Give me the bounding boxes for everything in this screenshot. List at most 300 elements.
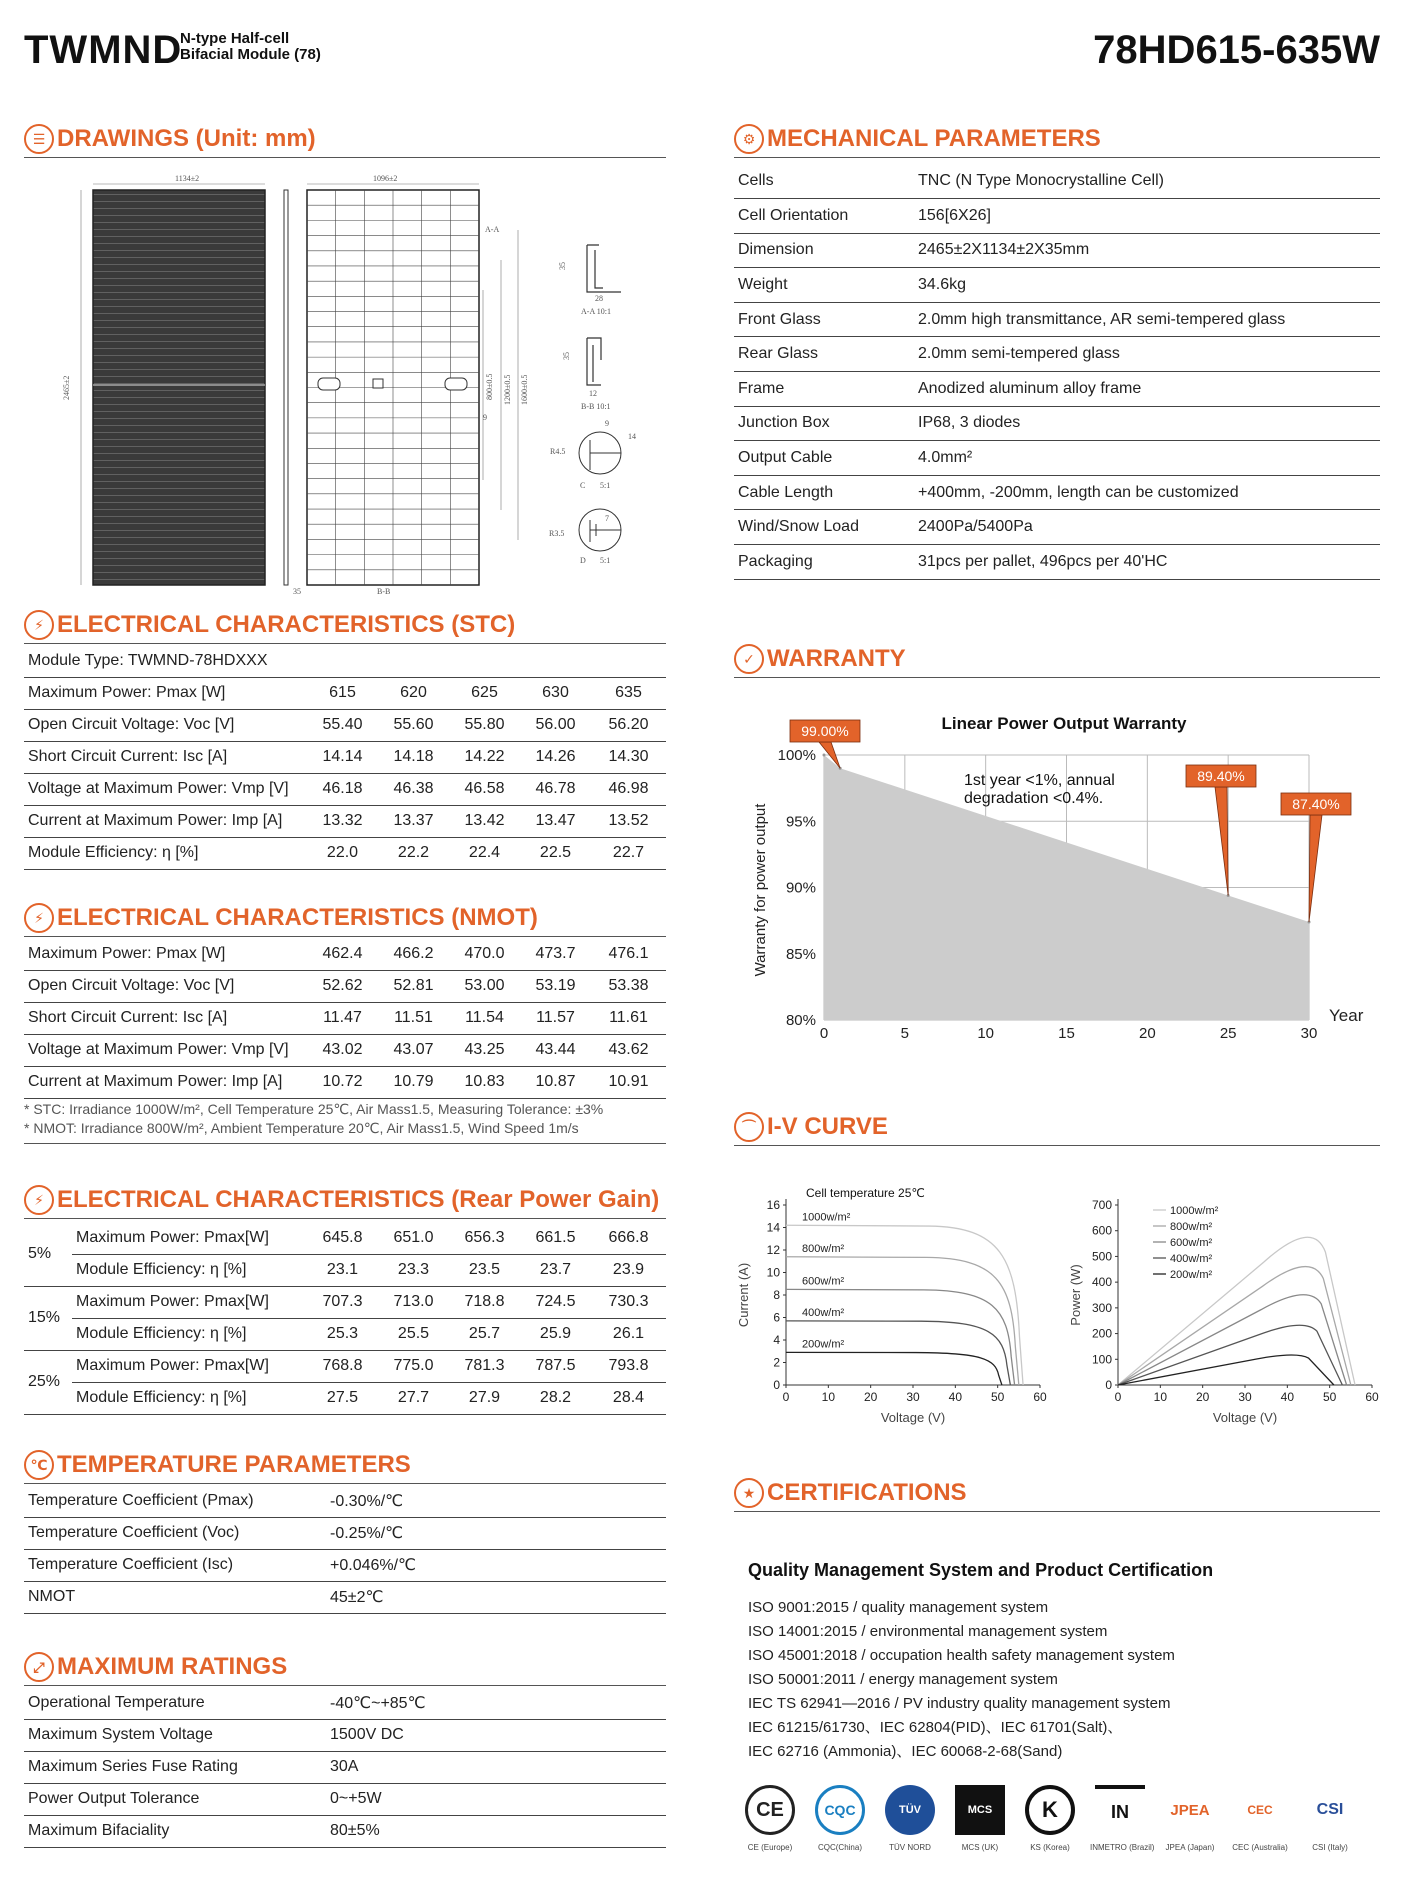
y-tick-label: 100%	[777, 747, 816, 764]
cert-logo-caption: INMETRO (Brazil)	[1090, 1843, 1155, 1852]
cert-logo-caption: KS (Korea)	[1030, 1843, 1070, 1852]
certification-item: ISO 45001:2018 / occupation health safety management system	[748, 1647, 1175, 1664]
brand-subtitle	[180, 31, 321, 63]
mechanical-row	[734, 406, 1380, 441]
d-radius: R3.5	[549, 529, 565, 538]
x-tick-label: 15	[1058, 1025, 1075, 1042]
max-rating-row	[24, 1815, 666, 1847]
c-radius: R4.5	[550, 447, 566, 456]
param-value: 23.3	[378, 1254, 449, 1286]
y-axis-label: Current (A)	[736, 1262, 751, 1328]
param-label: Module Efficiency: η [%]	[72, 1318, 307, 1350]
y-tick-label: 10	[766, 1265, 780, 1280]
x-axis-label: Voltage (V)	[1212, 1410, 1278, 1425]
param-value: 14.30	[591, 741, 666, 773]
param-value: 781.3	[449, 1350, 520, 1382]
param-value: 11.47	[307, 1002, 378, 1034]
mechanical-title	[734, 124, 1101, 154]
d-scale: 5:1	[600, 556, 611, 565]
param-value: 22.7	[591, 837, 666, 869]
y-tick-label: 12	[766, 1243, 780, 1257]
nmot-table	[24, 938, 666, 1099]
param-value: 13.42	[449, 805, 520, 837]
bb-caption: B-B 10:1	[581, 402, 611, 411]
mechanical-row-value: 2.0mm high transmittance, AR semi-tempered glass	[914, 302, 1380, 337]
param-value: 43.02	[307, 1034, 378, 1066]
mechanical-row-label: Cell Orientation	[734, 199, 914, 234]
param-value: 11.61	[591, 1002, 666, 1034]
section-bb-detail	[587, 338, 601, 385]
param-value: 27.7	[378, 1382, 449, 1414]
param-value: 22.5	[520, 837, 591, 869]
gain-label: 5%	[24, 1222, 72, 1286]
thermometer-icon: ℃	[24, 1450, 54, 1480]
side-dim: 35	[293, 587, 301, 596]
x-tick-label: 50	[990, 1390, 1005, 1404]
y-tick-label: 80%	[785, 1012, 816, 1029]
param-value: 13.32	[307, 805, 378, 837]
param-label: Module Efficiency: η [%]	[72, 1382, 307, 1414]
model-number: 78HD615-635W	[1093, 28, 1380, 72]
stc-title	[24, 610, 515, 640]
mechanical-title-text: MECHANICAL PARAMETERS	[767, 125, 1101, 152]
award-icon: ★	[734, 1478, 764, 1508]
legend-label: 400w/m²	[1170, 1253, 1213, 1265]
param-label: Maximum Power: Pmax [W]	[24, 938, 307, 970]
table-row	[24, 1382, 666, 1414]
cert-logo-caption: CQC(China)	[817, 1843, 862, 1852]
param-value: 651.0	[378, 1222, 449, 1254]
iv-series-label: 600w/m²	[802, 1275, 845, 1288]
max-rating-row-label: Maximum Series Fuse Rating	[24, 1751, 326, 1783]
param-value: 793.8	[591, 1350, 666, 1382]
warranty-chart	[734, 705, 1380, 1050]
param-label: Maximum Power: Pmax[W]	[72, 1286, 307, 1318]
certification-item: IEC 62716 (Ammonia)、IEC 60068-2-68(Sand)	[748, 1743, 1063, 1760]
cert-logo	[1020, 1785, 1080, 1852]
param-value: 25.5	[378, 1318, 449, 1350]
section-aa-detail	[587, 245, 621, 292]
max-ratings-rule	[24, 1685, 666, 1686]
mechanical-row-value: +400mm, -200mm, length can be customized	[914, 475, 1380, 510]
mechanical-row-label: Dimension	[734, 233, 914, 268]
c-dim-14: 14	[628, 432, 636, 441]
mechanical-row-label: Front Glass	[734, 302, 914, 337]
warranty-rule	[734, 677, 1380, 678]
mechanical-row-value: 2.0mm semi-tempered glass	[914, 337, 1380, 372]
c-dim-9: 9	[605, 419, 609, 428]
param-label: Maximum Power: Pmax[W]	[72, 1222, 307, 1254]
certification-item: ISO 9001:2015 / quality management system	[748, 1599, 1049, 1616]
param-value: 13.37	[378, 805, 449, 837]
aa-height: 35	[558, 262, 567, 270]
page-header	[24, 22, 1380, 72]
x-tick-label: 60	[1033, 1390, 1047, 1404]
cert-logo-mark: CEC	[1247, 1803, 1273, 1817]
mechanical-row-value: TNC (N Type Monocrystalline Cell)	[914, 164, 1380, 199]
y-tick-label: 700	[1091, 1198, 1112, 1212]
max-rating-row-label: Maximum Bifaciality	[24, 1815, 326, 1847]
cert-logo-mark: CE	[745, 1785, 795, 1835]
table-row	[24, 1286, 666, 1318]
x-tick-label: 30	[1238, 1390, 1252, 1404]
mechanical-row	[734, 510, 1380, 545]
stc-note: * STC: Irradiance 1000W/m², Cell Temperature 25℃, Air Mass1.5, Measuring Tolerance: ±3%	[24, 1101, 604, 1117]
aa-caption: A-A 10:1	[581, 307, 611, 316]
param-value: 23.5	[449, 1254, 520, 1286]
brand-name: TWMND	[24, 28, 183, 72]
cert-logo-mark: IN	[1095, 1785, 1145, 1835]
param-value: 10.83	[449, 1066, 520, 1098]
c-scale: 5:1	[600, 481, 611, 490]
aa-width: 28	[595, 294, 603, 303]
dim-1600: 1600±0.5	[520, 374, 529, 405]
max-rating-row-value: 0~+5W	[326, 1783, 666, 1815]
mechanical-row-label: Packaging	[734, 545, 914, 580]
rear-title	[24, 1185, 659, 1215]
x-tick-label: 20	[1138, 1025, 1156, 1042]
legend-label: 200w/m²	[1170, 1269, 1213, 1281]
cert-logo	[1300, 1785, 1360, 1852]
temperature-row	[24, 1517, 666, 1549]
mechanical-row	[734, 545, 1380, 580]
section-aa-label: A-A	[485, 225, 500, 234]
detail-c	[579, 432, 621, 474]
param-value: 46.98	[591, 773, 666, 805]
subtitle-line1: N-type Half-cell	[180, 30, 290, 47]
temperature-row-value: 45±2℃	[326, 1581, 666, 1613]
pv-chart	[1066, 1185, 1396, 1435]
param-value: 730.3	[591, 1286, 666, 1318]
drawings-title-text: DRAWINGS (Unit: mm)	[57, 125, 316, 152]
y-tick-label: 90%	[785, 879, 816, 897]
nmot-title	[24, 903, 538, 933]
d-label: D	[580, 556, 586, 565]
param-value: 53.19	[520, 970, 591, 1002]
cert-logo-caption: JPEA (Japan)	[1165, 1843, 1215, 1852]
param-value: 56.00	[520, 709, 591, 741]
param-value: 52.81	[378, 970, 449, 1002]
param-value: 14.26	[520, 741, 591, 773]
temperature-rule	[24, 1483, 666, 1484]
nmot-rule	[24, 936, 666, 937]
max-ratings-title	[24, 1652, 287, 1682]
nmot-note: * NMOT: Irradiance 800W/m², Ambient Temperature 20℃, Air Mass1.5, Wind Speed 1m/s	[24, 1120, 579, 1136]
callout-label: 87.40%	[1292, 796, 1340, 812]
legend-label: 800w/m²	[1170, 1221, 1213, 1233]
max-ratings-table	[24, 1687, 666, 1848]
certification-item: IEC TS 62941—2016 / PV industry quality management system	[748, 1695, 1171, 1712]
detail-d	[579, 509, 621, 551]
mechanical-row-value: 31pcs per pallet, 496pcs per 40'HC	[914, 545, 1380, 580]
certification-logos	[740, 1785, 1380, 1865]
temperature-row-label: Temperature Coefficient (Voc)	[24, 1517, 326, 1549]
param-label: Open Circuit Voltage: Voc [V]	[24, 970, 307, 1002]
param-value: 645.8	[307, 1222, 378, 1254]
module-type-row	[24, 645, 666, 677]
param-value: 466.2	[378, 938, 449, 970]
gain-label: 25%	[24, 1350, 72, 1414]
iv-rule	[734, 1145, 1380, 1146]
y-tick-label: 8	[773, 1288, 780, 1302]
y-tick-label: 95%	[785, 813, 816, 831]
x-axis-label: Year	[1329, 1006, 1364, 1025]
x-tick-label: 10	[977, 1025, 995, 1042]
max-rating-row-value: -40℃~+85℃	[326, 1687, 666, 1719]
rear-table	[24, 1222, 666, 1415]
drawings-rule	[24, 157, 666, 158]
max-rating-row-label: Operational Temperature	[24, 1687, 326, 1719]
table-row	[24, 677, 666, 709]
y-tick-label: 85%	[785, 945, 816, 963]
param-value: 26.1	[591, 1318, 666, 1350]
certification-item: IEC 61215/61730、IEC 62804(PID)、IEC 61701(Salt)、	[748, 1719, 1123, 1736]
y-tick-label: 300	[1091, 1300, 1112, 1315]
param-value: 11.54	[449, 1002, 520, 1034]
param-value: 724.5	[520, 1286, 591, 1318]
x-axis-label: Voltage (V)	[880, 1410, 946, 1425]
y-tick-label: 16	[766, 1198, 780, 1212]
bb-height: 35	[562, 352, 571, 360]
y-tick-label: 6	[773, 1310, 780, 1325]
param-value: 11.51	[378, 1002, 449, 1034]
param-value: 768.8	[307, 1350, 378, 1382]
max-rating-row-value: 1500V DC	[326, 1719, 666, 1751]
cert-logo	[810, 1785, 870, 1852]
param-value: 10.87	[520, 1066, 591, 1098]
table-row	[24, 970, 666, 1002]
stc-title-text: ELECTRICAL CHARACTERISTICS (STC)	[57, 611, 516, 638]
dim-9: 9	[483, 413, 487, 422]
c-label: C	[580, 481, 586, 490]
y-tick-label: 500	[1091, 1249, 1112, 1264]
length-dim: 2465±2	[62, 375, 71, 400]
mechanical-row	[734, 233, 1380, 268]
table-row	[24, 1254, 666, 1286]
table-row	[24, 1222, 666, 1254]
max-rating-row-label: Maximum System Voltage	[24, 1719, 326, 1751]
curve-icon: ⌒	[734, 1112, 764, 1142]
max-rating-row	[24, 1783, 666, 1815]
cert-logo-mark: K	[1025, 1785, 1075, 1835]
param-value: 615	[307, 677, 378, 709]
settings-icon: ⚙	[734, 124, 764, 154]
mechanical-row	[734, 475, 1380, 510]
iv-curve-line	[786, 1289, 1015, 1385]
mechanical-row	[734, 268, 1380, 303]
y-tick-label: 14	[766, 1220, 780, 1235]
temperature-row-label: Temperature Coefficient (Isc)	[24, 1549, 326, 1581]
mechanical-row	[734, 337, 1380, 372]
param-value: 25.3	[307, 1318, 378, 1350]
param-value: 787.5	[520, 1350, 591, 1382]
temperature-row	[24, 1581, 666, 1613]
y-tick-label: 4	[773, 1333, 780, 1347]
module-drawing	[55, 170, 665, 600]
mechanical-row-label: Junction Box	[734, 406, 914, 441]
max-rating-row	[24, 1687, 666, 1719]
param-value: 10.91	[591, 1066, 666, 1098]
mechanical-row-value: Anodized aluminum alloy frame	[914, 372, 1380, 407]
param-value: 22.0	[307, 837, 378, 869]
x-tick-label: 20	[1195, 1390, 1210, 1404]
param-value: 625	[449, 677, 520, 709]
temperature-row-label: NMOT	[24, 1581, 326, 1613]
param-label: Maximum Power: Pmax[W]	[72, 1350, 307, 1382]
table-row	[24, 1350, 666, 1382]
nmot-title-text: ELECTRICAL CHARACTERISTICS (NMOT)	[57, 904, 538, 931]
param-value: 53.00	[449, 970, 520, 1002]
param-value: 470.0	[449, 938, 520, 970]
iv-chart	[734, 1185, 1054, 1435]
param-value: 27.9	[449, 1382, 520, 1414]
param-label: Open Circuit Voltage: Voc [V]	[24, 709, 307, 741]
max-ratings-title-text: MAXIMUM RATINGS	[57, 1653, 288, 1680]
iv-series-label: 1000w/m²	[802, 1211, 851, 1224]
stc-rule	[24, 643, 666, 644]
mechanical-row	[734, 164, 1380, 199]
cert-logo	[950, 1785, 1010, 1852]
certification-item: ISO 50001:2011 / energy management system	[748, 1671, 1058, 1688]
legend-label: 600w/m²	[1170, 1237, 1213, 1249]
iv-title-text: I-V CURVE	[767, 1113, 888, 1140]
temperature-row	[24, 1549, 666, 1581]
param-value: 27.5	[307, 1382, 378, 1414]
cert-logo-mark: JPEA	[1170, 1801, 1210, 1819]
iv-chart-title: Cell temperature 25℃	[806, 1186, 925, 1200]
certifications-rule	[734, 1511, 1380, 1512]
temperature-row-value: -0.25%/℃	[326, 1517, 666, 1549]
warranty-note	[964, 772, 1115, 807]
mechanical-row-label: Rear Glass	[734, 337, 914, 372]
param-value: 13.47	[520, 805, 591, 837]
x-tick-label: 5	[900, 1025, 910, 1042]
cert-logo-caption: CSI (Italy)	[1312, 1843, 1348, 1852]
param-value: 46.58	[449, 773, 520, 805]
param-value: 473.7	[520, 938, 591, 970]
param-value: 775.0	[378, 1350, 449, 1382]
x-tick-label: 50	[1322, 1390, 1337, 1404]
module-type: Module Type: TWMND-78HDXXX	[24, 645, 666, 677]
table-row	[24, 1318, 666, 1350]
max-rating-row-value: 30A	[326, 1751, 666, 1783]
param-value: 707.3	[307, 1286, 378, 1318]
list-icon: ☰	[24, 124, 54, 154]
pv-curve-line	[1118, 1325, 1342, 1385]
param-label: Voltage at Maximum Power: Vmp [V]	[24, 773, 307, 805]
mechanical-row-value: 2465±2X1134±2X35mm	[914, 233, 1380, 268]
cert-logo-caption: MCS (UK)	[961, 1843, 999, 1852]
mechanical-row-value: 156[6X26]	[914, 199, 1380, 234]
param-value: 53.38	[591, 970, 666, 1002]
mechanical-row-label: Output Cable	[734, 441, 914, 476]
side-view	[284, 190, 288, 585]
callout-label: 99.00%	[801, 723, 849, 739]
cert-logo-caption: CE (Europe)	[747, 1843, 793, 1852]
table-row	[24, 709, 666, 741]
param-value: 43.44	[520, 1034, 591, 1066]
param-label: Voltage at Maximum Power: Vmp [V]	[24, 1034, 307, 1066]
shield-icon: ✓	[734, 644, 764, 674]
front-width-dim: 1134±2	[175, 174, 200, 183]
warranty-title-text: WARRANTY	[767, 645, 906, 672]
param-value: 46.78	[520, 773, 591, 805]
param-value: 476.1	[591, 938, 666, 970]
iv-series-label: 400w/m²	[802, 1306, 845, 1319]
max-rating-row	[24, 1751, 666, 1783]
callout-label: 89.40%	[1197, 768, 1245, 784]
mechanical-row	[734, 199, 1380, 234]
certifications-title-text: CERTIFICATIONS	[767, 1479, 967, 1506]
param-value: 25.7	[449, 1318, 520, 1350]
y-axis-label: Warranty for power output	[752, 803, 769, 977]
temperature-row	[24, 1485, 666, 1517]
iv-series-label: 800w/m²	[802, 1242, 845, 1255]
cert-logo-mark: CQC	[815, 1785, 865, 1835]
param-value: 23.7	[520, 1254, 591, 1286]
circuit-icon: ⚡	[24, 903, 54, 933]
param-value: 25.9	[520, 1318, 591, 1350]
y-tick-label: 200	[1091, 1326, 1112, 1341]
temperature-row-label: Temperature Coefficient (Pmax)	[24, 1485, 326, 1517]
section-bb-label: B-B	[377, 587, 391, 596]
param-label: Short Circuit Current: Isc [A]	[24, 1002, 307, 1034]
table-row	[24, 805, 666, 837]
param-value: 14.14	[307, 741, 378, 773]
y-tick-label: 600	[1091, 1223, 1112, 1238]
d-dim-7: 7	[605, 514, 609, 523]
circuit-icon: ⚡	[24, 610, 54, 640]
front-view	[93, 190, 265, 585]
x-tick-label: 20	[863, 1390, 878, 1404]
iv-series-label: 200w/m²	[802, 1338, 845, 1351]
warranty-note-line1: 1st year <1%, annual	[964, 772, 1115, 789]
param-value: 666.8	[591, 1222, 666, 1254]
param-label: Maximum Power: Pmax [W]	[24, 677, 307, 709]
param-label: Current at Maximum Power: Imp [A]	[24, 805, 307, 837]
table-row	[24, 1002, 666, 1034]
warranty-title	[734, 644, 906, 674]
expand-icon: ⤢	[24, 1652, 54, 1682]
cert-logo-mark: CSI	[1316, 1801, 1344, 1818]
certifications-list	[748, 1596, 1175, 1764]
cert-logo-caption: TÜV NORD	[889, 1843, 931, 1852]
callout-pointer	[1309, 815, 1322, 922]
param-label: Current at Maximum Power: Imp [A]	[24, 1066, 307, 1098]
back-view	[307, 190, 479, 585]
iv-title	[734, 1112, 888, 1142]
cert-logo	[1230, 1785, 1290, 1852]
x-tick-label: 40	[948, 1390, 963, 1404]
param-value: 713.0	[378, 1286, 449, 1318]
cert-logo-mark: TÜV	[885, 1785, 935, 1835]
param-value: 13.52	[591, 805, 666, 837]
rear-title-text: ELECTRICAL CHARACTERISTICS (Rear Power Gain)	[57, 1186, 660, 1213]
param-value: 43.25	[449, 1034, 520, 1066]
test-conditions-note	[24, 1100, 603, 1138]
table-row	[24, 1066, 666, 1098]
dim-800: 800±0.5	[485, 373, 494, 400]
param-value: 55.60	[378, 709, 449, 741]
param-value: 661.5	[520, 1222, 591, 1254]
temperature-title-text: TEMPERATURE PARAMETERS	[57, 1451, 411, 1478]
cert-logo	[1160, 1785, 1220, 1852]
legend-label: 1000w/m²	[1170, 1205, 1219, 1217]
table-row	[24, 773, 666, 805]
param-value: 55.80	[449, 709, 520, 741]
dim-1200: 1200±0.5	[503, 374, 512, 405]
temperature-table	[24, 1485, 666, 1614]
